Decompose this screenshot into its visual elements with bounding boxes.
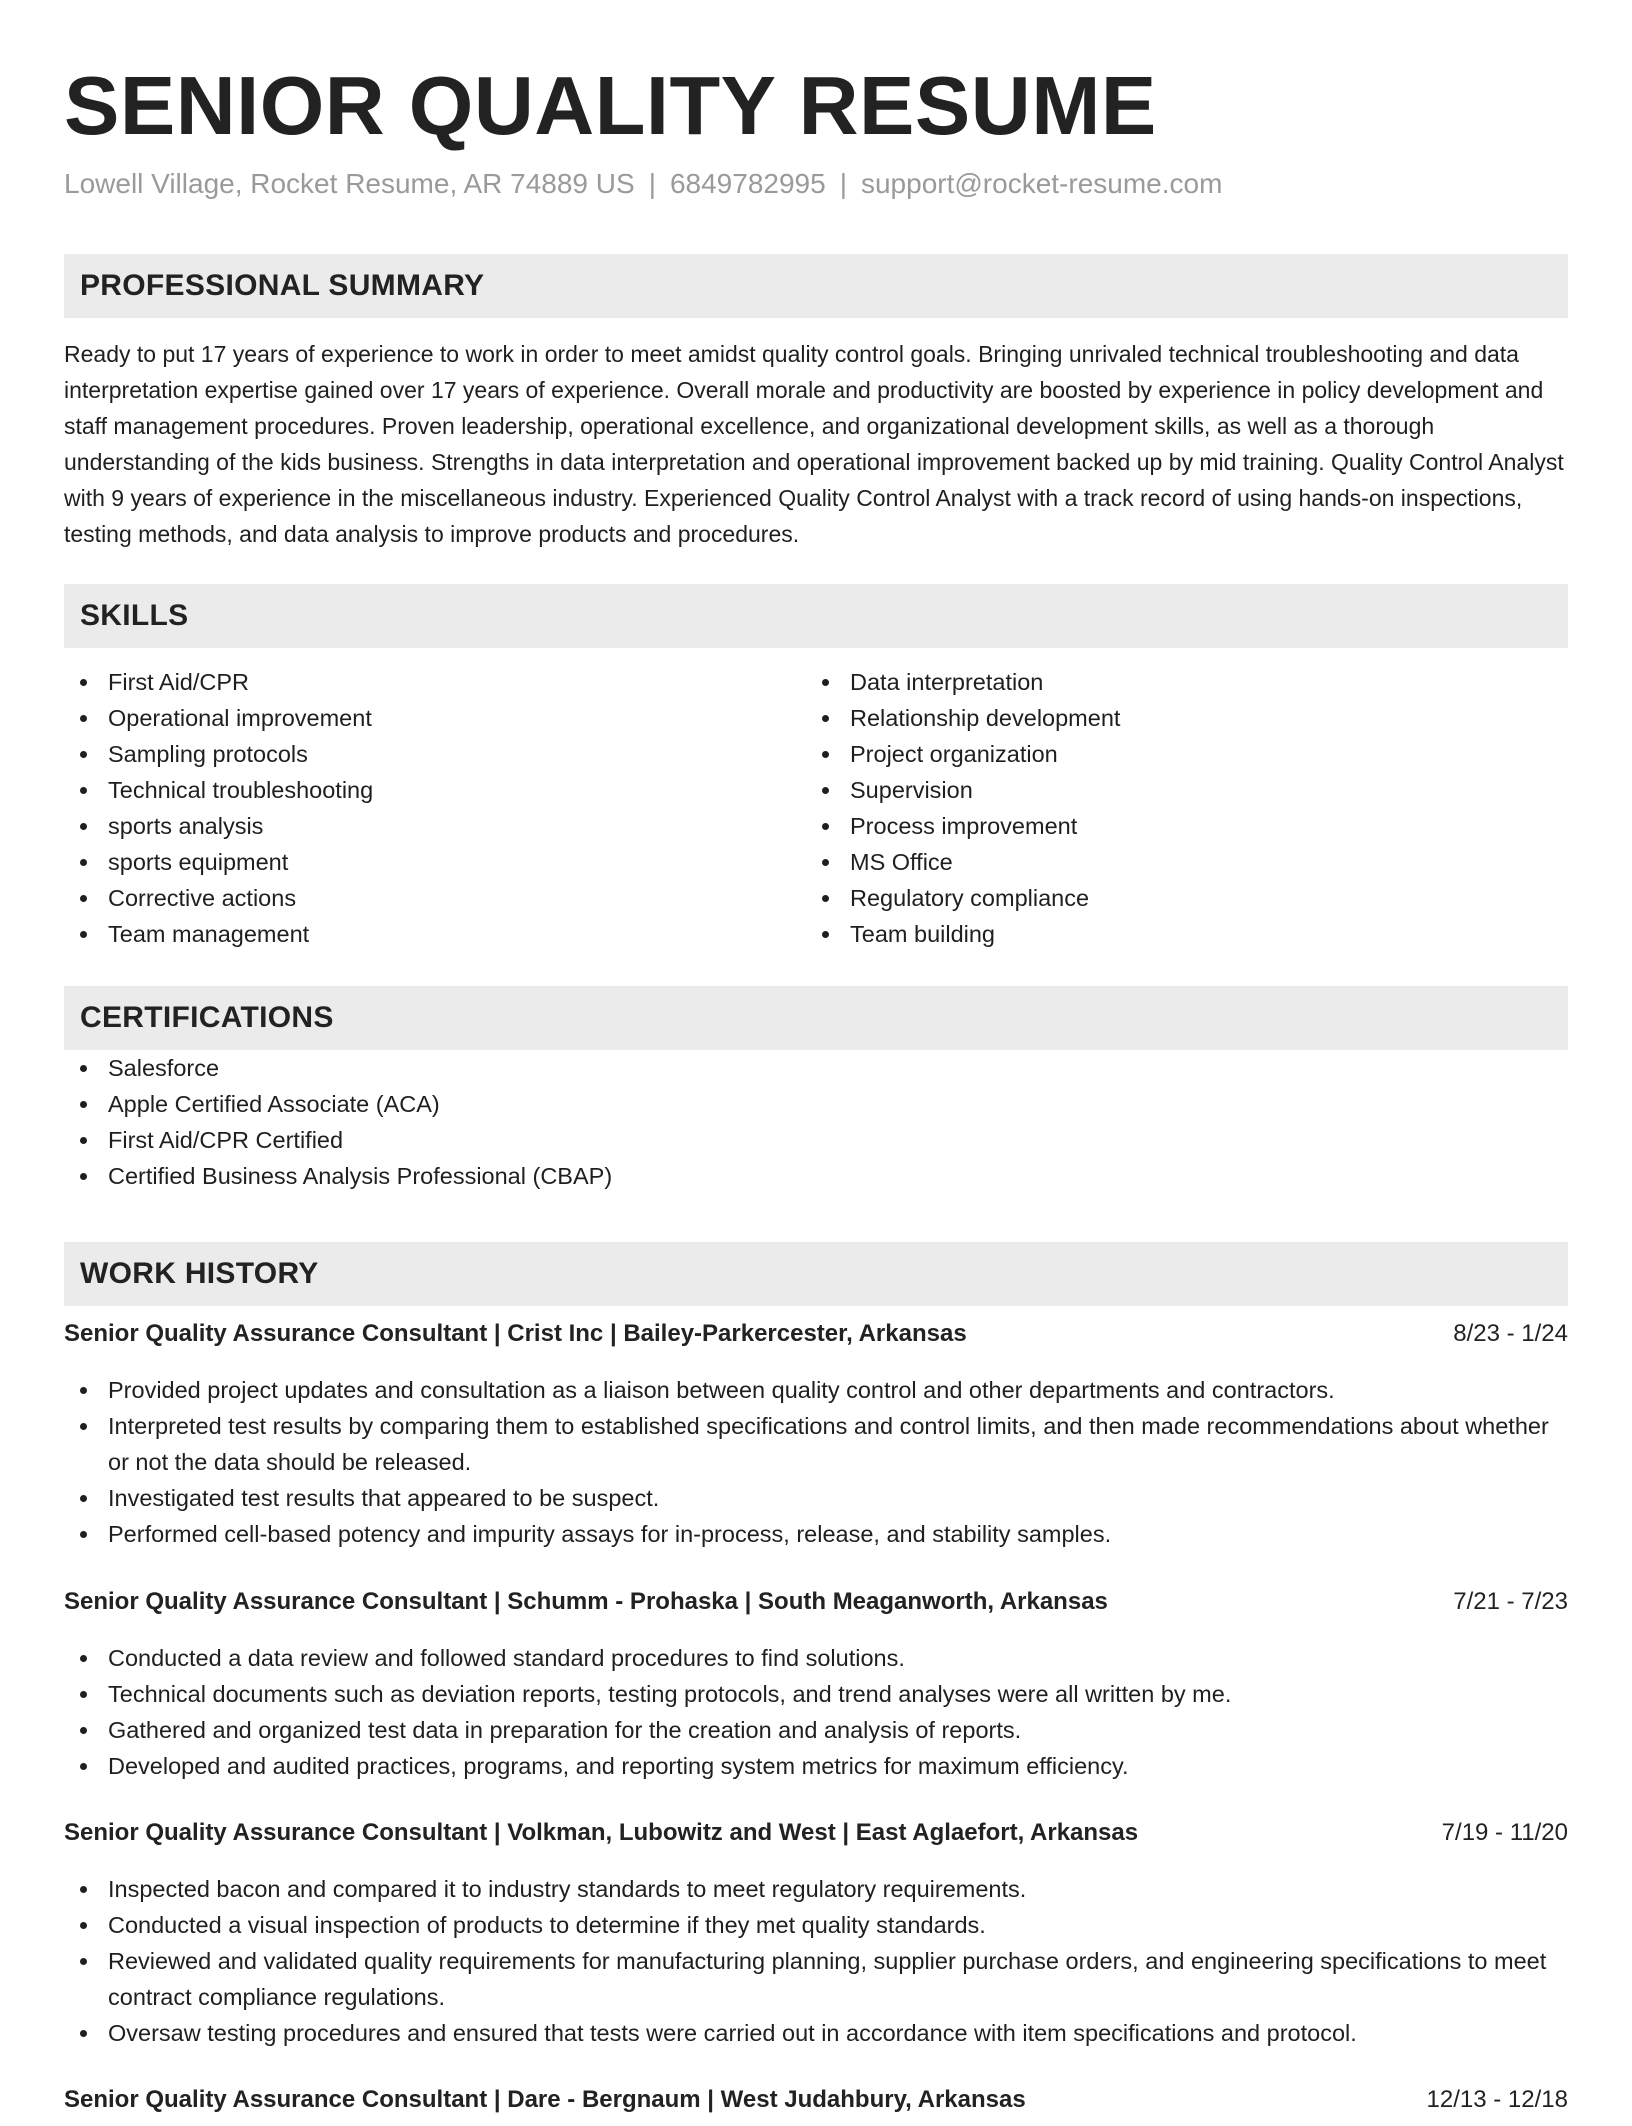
skills-section <box>64 584 1568 952</box>
contact-separator: | <box>839 168 847 199</box>
skill-item: Corrective actions <box>64 880 806 916</box>
skill-item: Sampling protocols <box>64 736 806 772</box>
work-history-section <box>64 1242 1568 1306</box>
job-header <box>64 1819 1568 1859</box>
job-bullet: Technical documents such as deviation reports, testing protocols, and trend analyses were all written by me. <box>64 1676 1568 1712</box>
certifications-section <box>64 986 1568 1194</box>
certifications-heading: CERTIFICATIONS <box>64 986 1568 1050</box>
skills-list-left <box>64 664 806 952</box>
skill-item: Team management <box>64 916 806 952</box>
contact-phone: 6849782995 <box>669 168 826 199</box>
skill-item: Data interpretation <box>806 664 1548 700</box>
certification-item: Certified Business Analysis Professional (CBAP) <box>64 1158 1568 1194</box>
contact-address: Lowell Village, Rocket Resume, AR 74889 US <box>64 168 635 199</box>
job-entry <box>64 1588 1568 1784</box>
skill-item: Project organization <box>806 736 1548 772</box>
skill-item: First Aid/CPR <box>64 664 806 700</box>
contact-line <box>64 166 1222 202</box>
skills-list-right <box>806 664 1548 952</box>
job-header <box>64 2086 1568 2126</box>
job-entry <box>64 2086 1568 2126</box>
summary-section <box>64 254 1568 552</box>
skill-item: Supervision <box>806 772 1548 808</box>
job-bullet: Oversaw testing procedures and ensured that tests were carried out in accordance with item specifications and protocol. <box>64 2015 1568 2051</box>
job-title: Senior Quality Assurance Consultant | Volkman, Lubowitz and West | East Aglaefort, Arkansas <box>64 1819 1139 1846</box>
job-bullets <box>64 1640 1568 1784</box>
job-title: Senior Quality Assurance Consultant | Schumm - Prohaska | South Meaganworth, Arkansas <box>64 1588 1108 1615</box>
job-bullet: Provided project updates and consultation as a liaison between quality control and other departments and contractors. <box>64 1372 1568 1408</box>
job-dates: 7/19 - 11/20 <box>1441 1819 1568 1846</box>
certification-item: First Aid/CPR Certified <box>64 1122 1568 1158</box>
job-bullet: Conducted a visual inspection of products to determine if they met quality standards. <box>64 1907 1568 1943</box>
skill-item: Operational improvement <box>64 700 806 736</box>
job-dates: 8/23 - 1/24 <box>1453 1320 1568 1347</box>
job-title: Senior Quality Assurance Consultant | Crist Inc | Bailey-Parkercester, Arkansas <box>64 1320 967 1347</box>
resume-name: SENIOR QUALITY RESUME <box>64 59 1157 152</box>
contact-email: support@rocket-resume.com <box>860 168 1223 199</box>
summary-heading: PROFESSIONAL SUMMARY <box>64 254 1568 318</box>
job-dates: 12/13 - 12/18 <box>1426 2086 1568 2113</box>
job-header <box>64 1320 1568 1360</box>
skill-item: sports analysis <box>64 808 806 844</box>
contact-separator: | <box>648 168 656 199</box>
job-bullet: Investigated test results that appeared to be suspect. <box>64 1480 1568 1516</box>
job-bullet: Performed cell-based potency and impurity assays for in-process, release, and stability samples. <box>64 1516 1568 1552</box>
job-title: Senior Quality Assurance Consultant | Dare - Bergnaum | West Judahbury, Arkansas <box>64 2086 1026 2113</box>
job-bullets <box>64 1871 1568 2051</box>
job-bullet: Developed and audited practices, programs, and reporting system metrics for maximum efficiency. <box>64 1748 1568 1784</box>
summary-text: Ready to put 17 years of experience to work in order to meet amidst quality control goals. Bringing unrivaled technical troubleshooting and data interpretation expertise gained over 17 years of experience. Overall morale and productivity are boosted by experience in policy development and staff management procedures. Proven leadership, operational excellence, and organizational development skills, as well as a thorough understanding of the kids business. Strengths in data interpretation and operational improvement backed up by mid training. Quality Control Analyst with 9 years of experience in the miscellaneous industry. Experienced Quality Control Analyst with a track record of using hands-on inspections, testing methods, and data analysis to improve products and procedures. <box>64 341 1564 547</box>
job-bullets <box>64 1372 1568 1552</box>
job-dates: 7/21 - 7/23 <box>1453 1588 1568 1615</box>
skill-item: MS Office <box>806 844 1548 880</box>
job-bullet: Gathered and organized test data in preparation for the creation and analysis of reports. <box>64 1712 1568 1748</box>
skill-item: Technical troubleshooting <box>64 772 806 808</box>
job-entry <box>64 1320 1568 1552</box>
work-history-heading: WORK HISTORY <box>64 1242 1568 1306</box>
skill-item: Team building <box>806 916 1548 952</box>
skills-columns <box>64 664 1568 952</box>
job-bullet: Interpreted test results by comparing them to established specifications and control limits, and then made recommendations about whether or not the data should be released. <box>64 1408 1568 1480</box>
skill-item: sports equipment <box>64 844 806 880</box>
certification-item: Salesforce <box>64 1050 1568 1086</box>
skill-item: Process improvement <box>806 808 1548 844</box>
job-header <box>64 1588 1568 1628</box>
job-bullet: Reviewed and validated quality requirements for manufacturing planning, supplier purchase orders, and engineering specifications to meet contract compliance regulations. <box>64 1943 1568 2015</box>
job-bullet: Inspected bacon and compared it to industry standards to meet regulatory requirements. <box>64 1871 1568 1907</box>
job-entry <box>64 1819 1568 2051</box>
skills-heading: SKILLS <box>64 584 1568 648</box>
skill-item: Regulatory compliance <box>806 880 1548 916</box>
job-bullet: Conducted a data review and followed standard procedures to find solutions. <box>64 1640 1568 1676</box>
certifications-list <box>64 1050 1568 1194</box>
certification-item: Apple Certified Associate (ACA) <box>64 1086 1568 1122</box>
skill-item: Relationship development <box>806 700 1548 736</box>
